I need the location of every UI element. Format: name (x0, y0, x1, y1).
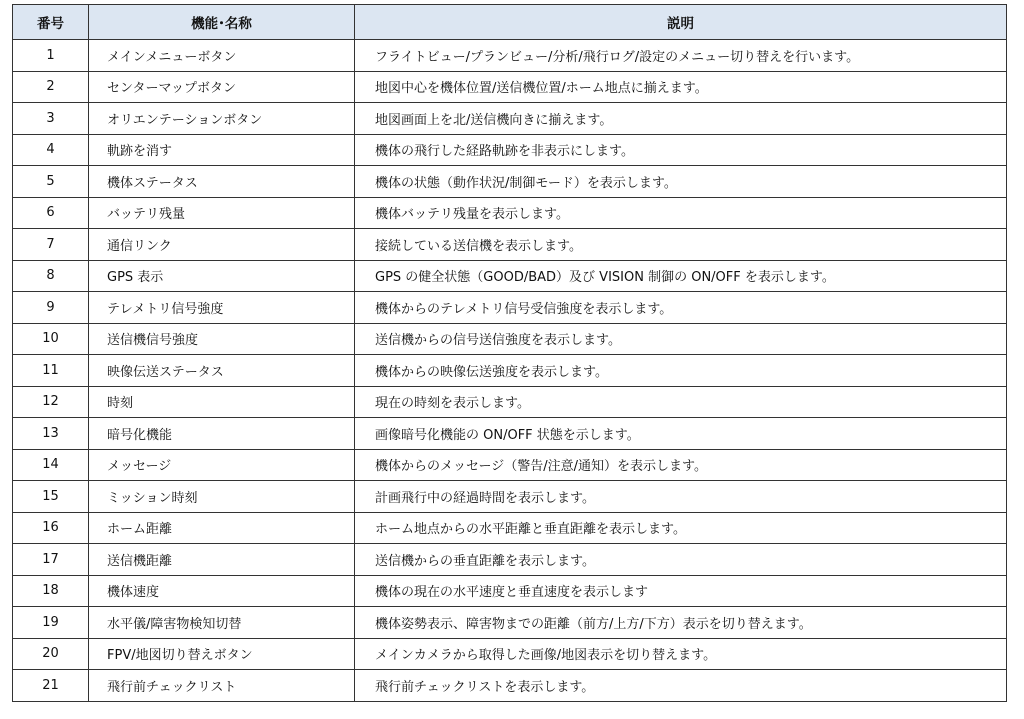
table-row (13, 512, 1007, 544)
row-number: 15 (13, 481, 89, 513)
table-row (13, 71, 1007, 103)
row-function-name: 機体ステータス (89, 166, 355, 198)
header-number: 番号 (13, 5, 89, 40)
row-function-name: センターマップボタン (89, 71, 355, 103)
row-description: 画像暗号化機能の ON/OFF 状態を示します。 (355, 418, 1007, 450)
table-row (13, 638, 1007, 670)
table-row (13, 40, 1007, 72)
table-row (13, 575, 1007, 607)
row-function-name: 映像伝送ステータス (89, 355, 355, 387)
row-function-name: ホーム距離 (89, 512, 355, 544)
table-row (13, 197, 1007, 229)
row-function-name: ミッション時刻 (89, 481, 355, 513)
header-name: 機能･名称 (89, 5, 355, 40)
row-function-name: 飛行前チェックリスト (89, 670, 355, 702)
row-function-name: 送信機信号強度 (89, 323, 355, 355)
table-row (13, 103, 1007, 135)
table-row (13, 418, 1007, 450)
table-row (13, 355, 1007, 387)
row-description: 機体バッテリ残量を表示します。 (355, 197, 1007, 229)
row-number: 16 (13, 512, 89, 544)
row-number: 7 (13, 229, 89, 261)
row-number: 3 (13, 103, 89, 135)
row-number: 20 (13, 638, 89, 670)
row-function-name: 通信リンク (89, 229, 355, 261)
row-function-name: 暗号化機能 (89, 418, 355, 450)
table-row (13, 323, 1007, 355)
table-row (13, 386, 1007, 418)
row-number: 21 (13, 670, 89, 702)
row-number: 10 (13, 323, 89, 355)
row-description: 機体の飛行した経路軌跡を非表示にします。 (355, 134, 1007, 166)
header-description: 説明 (355, 5, 1007, 40)
row-number: 12 (13, 386, 89, 418)
row-description: 地図中心を機体位置/送信機位置/ホーム地点に揃えます。 (355, 71, 1007, 103)
row-number: 19 (13, 607, 89, 639)
row-description: 機体からのテレメトリ信号受信強度を表示します。 (355, 292, 1007, 324)
row-function-name: 送信機距離 (89, 544, 355, 576)
row-description: 機体姿勢表示、障害物までの距離（前方/上方/下方）表示を切り替えます。 (355, 607, 1007, 639)
row-number: 14 (13, 449, 89, 481)
table-row (13, 544, 1007, 576)
table-row (13, 670, 1007, 702)
row-number: 9 (13, 292, 89, 324)
row-function-name: テレメトリ信号強度 (89, 292, 355, 324)
row-function-name: 時刻 (89, 386, 355, 418)
row-function-name: 軌跡を消す (89, 134, 355, 166)
row-function-name: メインメニューボタン (89, 40, 355, 72)
row-function-name: FPV/地図切り替えボタン (89, 638, 355, 670)
row-number: 18 (13, 575, 89, 607)
row-number: 8 (13, 260, 89, 292)
table-body (13, 40, 1007, 702)
row-description: 機体の状態（動作状況/制御モード）を表示します。 (355, 166, 1007, 198)
table-row (13, 134, 1007, 166)
row-description: 送信機からの垂直距離を表示します。 (355, 544, 1007, 576)
table-row (13, 607, 1007, 639)
row-number: 11 (13, 355, 89, 387)
row-function-name: バッテリ残量 (89, 197, 355, 229)
row-description: メインカメラから取得した画像/地図表示を切り替えます。 (355, 638, 1007, 670)
row-function-name: 機体速度 (89, 575, 355, 607)
row-function-name: GPS 表示 (89, 260, 355, 292)
row-description: 計画飛行中の経過時間を表示します。 (355, 481, 1007, 513)
row-description: 地図画面上を北/送信機向きに揃えます。 (355, 103, 1007, 135)
table-row (13, 166, 1007, 198)
row-function-name: 水平儀/障害物検知切替 (89, 607, 355, 639)
row-number: 17 (13, 544, 89, 576)
row-number: 2 (13, 71, 89, 103)
row-description: 飛行前チェックリストを表示します。 (355, 670, 1007, 702)
function-description-table (12, 4, 1007, 702)
table-row (13, 292, 1007, 324)
row-function-name: オリエンテーションボタン (89, 103, 355, 135)
row-description: 現在の時刻を表示します。 (355, 386, 1007, 418)
row-number: 6 (13, 197, 89, 229)
table-row (13, 229, 1007, 261)
table-row (13, 260, 1007, 292)
row-number: 4 (13, 134, 89, 166)
row-description: 接続している送信機を表示します。 (355, 229, 1007, 261)
table-header (13, 5, 1007, 40)
table-row (13, 449, 1007, 481)
row-description: 機体の現在の水平速度と垂直速度を表示します (355, 575, 1007, 607)
row-description: 送信機からの信号送信強度を表示します。 (355, 323, 1007, 355)
row-number: 13 (13, 418, 89, 450)
row-description: GPS の健全状態（GOOD/BAD）及び VISION 制御の ON/OFF を表示します。 (355, 260, 1007, 292)
row-description: 機体からのメッセージ（警告/注意/通知）を表示します。 (355, 449, 1007, 481)
row-description: ホーム地点からの水平距離と垂直距離を表示します。 (355, 512, 1007, 544)
row-number: 5 (13, 166, 89, 198)
table-row (13, 481, 1007, 513)
row-description: フライトビュー/プランビュー/分析/飛行ログ/設定のメニュー切り替えを行います。 (355, 40, 1007, 72)
row-function-name: メッセージ (89, 449, 355, 481)
row-description: 機体からの映像伝送強度を表示します。 (355, 355, 1007, 387)
row-number: 1 (13, 40, 89, 72)
header-row (13, 5, 1007, 40)
